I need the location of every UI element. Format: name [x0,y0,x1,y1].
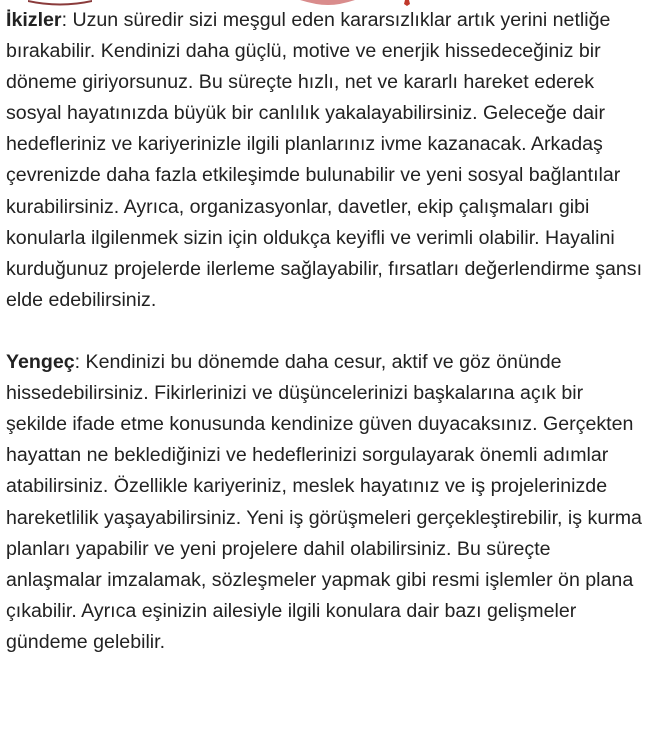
sign-separator: : [61,9,73,31]
sign-separator: : [74,351,86,374]
section-cancer [6,347,646,658]
horoscope-article [6,5,646,658]
section-gemini [6,5,646,316]
sign-title-cancer: Yengeç [6,351,75,374]
sign-text-cancer: Kendinizi bu dönemde daha cesur, aktif ve göz önünde hissedebilirsiniz. Fikirlerinizi ve düşüncelerinizi başkalarına açık bir şekilde ifade etme konusunda kendinize güven duyacaksınız. Gerçekten hayattan ne beklediğinizi ve hedeflerinizi sorgulayarak önemli adımlar atabilirsiniz. Özellikle kariyeriniz, meslek hayatınız ve iş projelerinizde hareketlilik yaşayabilirsiniz. Yeni iş görüşmeleri gerçekleştirebilir, iş kurma planları yapabilir ve yeni projelere dahil olabilirsiniz. Bu süreçte anlaşmalar imzalamak, sözleşmeler yapmak gibi resmi işlemler ön plana çıkabilir. Ayrıca eşinizin ailesiyle ilgili konulara dair bazı gelişmeler gündeme gelebilir. [6,351,642,653]
sign-text-gemini: Uzun süredir sizi meşgul eden kararsızlıklar artık yerini netliğe bırakabilir. Kendinizi daha güçlü, motive ve enerjik hissedeceğiniz bir döneme giriyorsunuz. Bu süreçte hızlı, net ve kararlı hareket ederek sosyal hayatınızda büyük bir canlılık yakalayabilirsiniz. Geleceğe dair hedefleriniz ve kariyerinizle ilgili planlarınız ivme kazanacak. Arkadaş çevrenizde daha fazla etkileşimde bulunabilir ve yeni sosyal bağlantılar kurabilirsiniz. Ayrıca, organizasyonlar, davetler, ekip çalışmaları gibi konularla ilgilenmek sizin için oldukça keyifli ve verimli olabilir. Hayalini kurduğunuz projelerde ilerleme sağlayabilir, fırsatları değerlendirme şansı elde edebilirsiniz. [6,9,643,311]
sign-title-gemini: İkizler [6,9,62,31]
